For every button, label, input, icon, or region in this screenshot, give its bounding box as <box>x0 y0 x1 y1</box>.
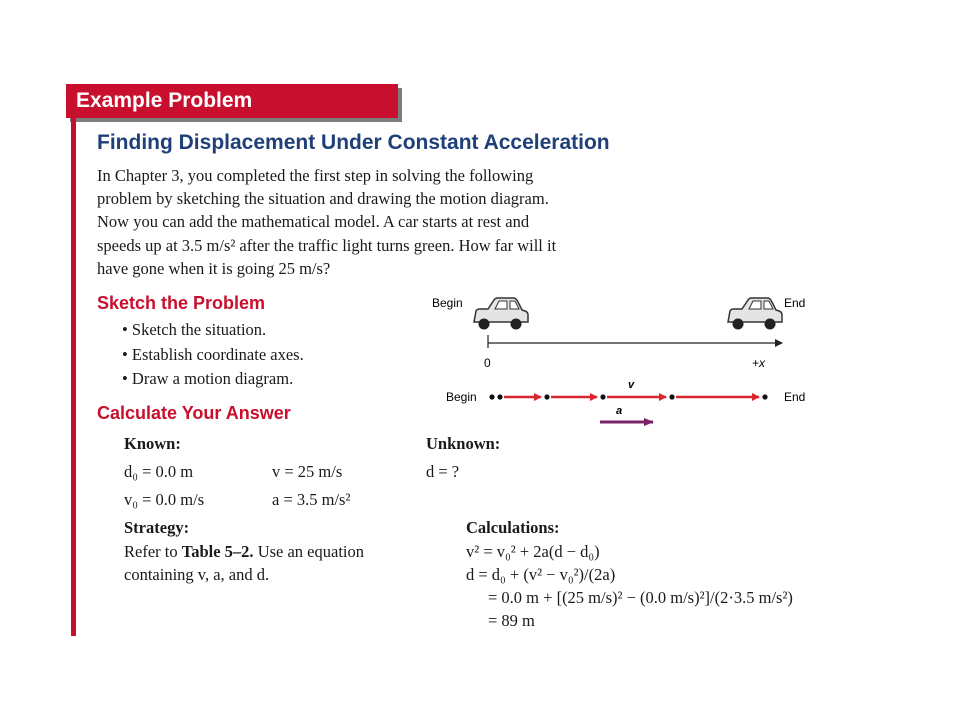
intro-line: have gone when it is going 25 m/s? <box>97 258 331 278</box>
car-icon <box>474 298 528 330</box>
unknown-d: d = ? <box>426 462 460 481</box>
motion-diagram <box>420 290 820 440</box>
strategy-line-2: containing v, a, and d. <box>124 565 270 584</box>
calculate-heading: Calculate Your Answer <box>97 403 291 423</box>
car-icon <box>728 298 782 330</box>
motion-dot <box>489 394 494 399</box>
calculations-label: Calculations: <box>466 518 560 537</box>
equation-line: d = d₀ + (v² − v₀²)/(2a) <box>466 565 616 584</box>
known-a: a = 3.5 m/s² <box>272 490 351 509</box>
axis-label: +x <box>752 356 766 370</box>
intro-line: In Chapter 3, you completed the first step in solving the following <box>97 166 534 185</box>
known-label: Known: <box>124 434 181 453</box>
example-problem-banner <box>66 84 398 118</box>
calculations-block <box>466 540 793 632</box>
begin-label-2: Begin <box>446 390 477 404</box>
known-v0: v₀ = 0.0 m/s <box>124 490 205 509</box>
strategy-label: Strategy: <box>124 518 190 537</box>
motion-dot <box>497 394 502 399</box>
equation-line: = 0.0 m + [(25 m/s)² − (0.0 m/s)²]/(2·3.5 m/s²) <box>488 588 793 607</box>
list-item: • Sketch the situation. <box>122 318 304 343</box>
begin-label: Begin <box>432 296 463 310</box>
end-label: End <box>784 296 806 310</box>
acceleration-label: a <box>616 405 623 417</box>
intro-line: Now you can add the mathematical model. A car starts at rest and <box>97 212 530 232</box>
equation-line: = 89 m <box>488 611 535 630</box>
problem-title: Finding Displacement Under Constant Acceleration <box>97 131 610 154</box>
banner-title: Example Problem <box>76 89 253 112</box>
motion-dot <box>600 394 605 399</box>
motion-dot <box>669 394 674 399</box>
strategy-suffix: Use an equation <box>257 542 364 561</box>
motion-dot <box>544 394 549 399</box>
strategy-text <box>124 540 364 586</box>
table-reference: Table 5–2. <box>181 542 254 561</box>
end-label-2: End <box>784 390 806 404</box>
list-item: • Draw a motion diagram. <box>122 367 304 392</box>
sketch-heading: Sketch the Problem <box>97 293 266 313</box>
known-v: v = 25 m/s <box>272 462 343 481</box>
motion-dot <box>762 394 767 399</box>
origin-label: 0 <box>484 356 491 370</box>
intro-line: problem by sketching the situation and drawing the motion diagram. <box>97 189 549 209</box>
left-accent-bar <box>71 118 76 636</box>
strategy-prefix: Refer to <box>124 542 178 561</box>
list-item: • Establish coordinate axes. <box>122 343 304 368</box>
problem-intro <box>97 164 677 280</box>
velocity-label: v <box>628 379 635 391</box>
known-d0: d₀ = 0.0 m <box>124 462 194 481</box>
unknown-label: Unknown: <box>426 434 501 453</box>
intro-line: speeds up at 3.5 m/s² after the traffic light turns green. How far will it <box>97 235 557 255</box>
equation-line: v² = v₀² + 2a(d − d₀) <box>466 542 600 561</box>
sketch-bullets <box>122 318 304 392</box>
